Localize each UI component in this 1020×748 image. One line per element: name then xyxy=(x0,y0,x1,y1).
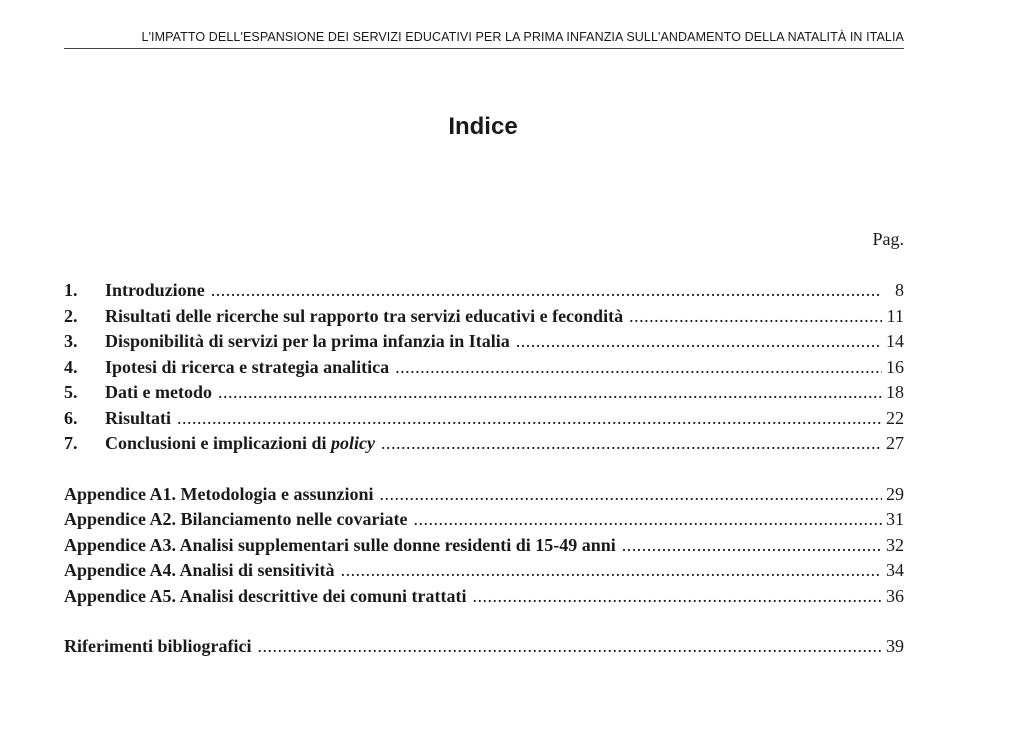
toc-entry-page: 8 xyxy=(895,280,904,300)
toc-entry-number: 7. xyxy=(64,433,78,453)
toc-entry-chapter-7[interactable] xyxy=(64,431,904,457)
dot-leader xyxy=(177,406,882,432)
toc-entry-title: Appendice A1. Metodologia e assunzioni xyxy=(64,483,374,504)
toc-entry-title: Riferimenti bibliografici xyxy=(64,636,252,656)
toc-entry-appendix-a3[interactable] xyxy=(64,533,904,559)
toc-entry-appendix-a5[interactable] xyxy=(64,584,904,610)
toc-entry-chapter-2[interactable] xyxy=(64,304,904,330)
dot-leader xyxy=(218,380,882,406)
toc-entry-page: 22 xyxy=(886,407,904,428)
toc-entry-title-text: Conclusioni e implicazioni di xyxy=(105,433,327,453)
toc-chapters xyxy=(64,278,904,457)
toc-entry-appendix-a4[interactable] xyxy=(64,558,904,584)
header-rule xyxy=(64,48,904,49)
running-header: L'IMPATTO DELL'ESPANSIONE DEI SERVIZI EDUCATIVI PER LA PRIMA INFANZIA SULL'ANDAMENTO DELLA NATALITÀ IN ITALIA xyxy=(141,30,904,44)
table-of-contents xyxy=(64,278,904,685)
toc-entry-number: 5. xyxy=(64,382,78,402)
toc-entry-page: 31 xyxy=(886,509,904,529)
page-column-label: Pag. xyxy=(872,229,904,249)
toc-entry-page: 18 xyxy=(886,382,904,402)
toc-entry-number: 1. xyxy=(64,280,78,300)
toc-entry-page: 39 xyxy=(886,636,904,656)
toc-entry-chapter-4[interactable] xyxy=(64,355,904,381)
dot-leader xyxy=(629,304,882,330)
toc-references xyxy=(64,634,904,660)
toc-appendices xyxy=(64,482,904,610)
dot-leader xyxy=(381,431,882,457)
toc-entry-title: Appendice A4. Analisi di sensitività xyxy=(64,560,335,580)
toc-entry-title: Appendice A3. Analisi supplementari sulle donne residenti di 15-49 anni xyxy=(64,534,616,555)
dot-leader xyxy=(257,634,882,660)
dot-leader xyxy=(516,329,882,355)
toc-entry-title: Ipotesi di ricerca e strategia analitica xyxy=(105,356,390,377)
toc-entry-page: 16 xyxy=(886,356,904,377)
toc-entry-number: 2. xyxy=(64,305,78,326)
toc-entry-page: 14 xyxy=(886,331,904,351)
toc-entry-page: 11 xyxy=(886,305,904,326)
toc-entry-chapter-5[interactable] xyxy=(64,380,904,406)
toc-entry-number: 4. xyxy=(64,356,78,377)
toc-entry-title: Appendice A2. Bilanciamento nelle covariate xyxy=(64,509,408,529)
toc-entry-page: 27 xyxy=(886,433,904,453)
dot-leader xyxy=(413,507,882,533)
dot-leader xyxy=(395,355,882,381)
toc-entry-title-italic: policy xyxy=(331,433,376,453)
toc-entry-title: Risultati delle ricerche sul rapporto tra servizi educativi e fecondità xyxy=(105,305,624,326)
toc-entry-appendix-a2[interactable] xyxy=(64,507,904,533)
toc-entry-page: 29 xyxy=(886,483,904,504)
dot-leader xyxy=(622,533,882,559)
toc-entry-title xyxy=(105,431,375,457)
toc-entry-title: Appendice A5. Analisi descrittive dei comuni trattati xyxy=(64,585,467,606)
dot-leader xyxy=(380,482,882,508)
toc-entry-chapter-6[interactable] xyxy=(64,406,904,432)
toc-entry-title: Dati e metodo xyxy=(105,382,212,402)
toc-entry-page: 34 xyxy=(886,560,904,580)
toc-entry-references[interactable] xyxy=(64,634,904,660)
toc-entry-page: 36 xyxy=(886,585,904,606)
dot-leader xyxy=(341,558,882,584)
toc-entry-title: Disponibilità di servizi per la prima infanzia in Italia xyxy=(105,331,510,351)
page-title: Indice xyxy=(448,113,518,140)
dot-leader xyxy=(211,278,882,304)
toc-entry-appendix-a1[interactable] xyxy=(64,482,904,508)
toc-entry-page: 32 xyxy=(886,534,904,555)
toc-entry-title: Risultati xyxy=(105,407,172,428)
toc-entry-title: Introduzione xyxy=(105,280,205,300)
toc-entry-number: 3. xyxy=(64,331,78,351)
toc-entry-chapter-1[interactable] xyxy=(64,278,904,304)
toc-entry-number: 6. xyxy=(64,407,78,428)
dot-leader xyxy=(472,584,882,610)
toc-entry-chapter-3[interactable] xyxy=(64,329,904,355)
